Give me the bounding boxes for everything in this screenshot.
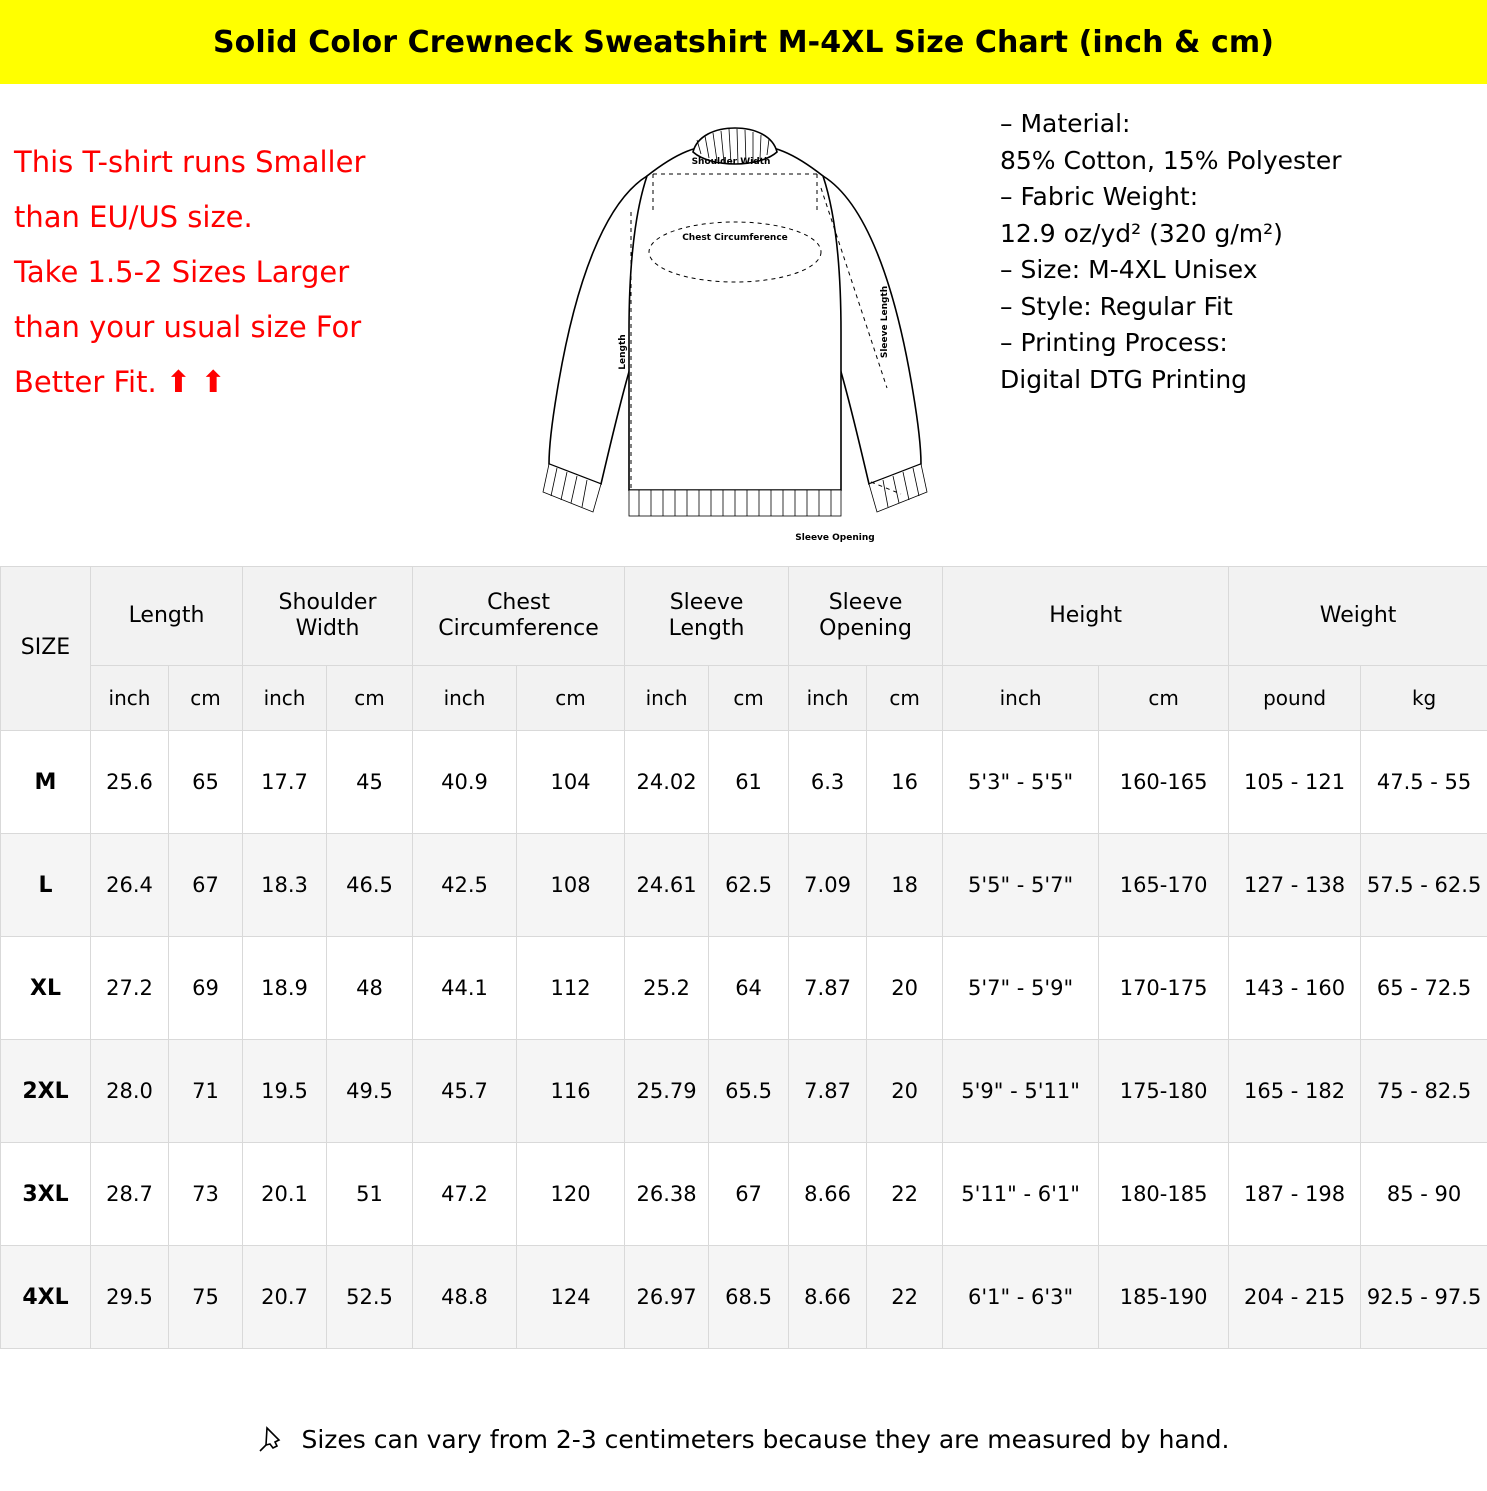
sweatshirt-illustration-svg bbox=[535, 92, 935, 552]
cell-value: 20 bbox=[867, 937, 943, 1040]
fit-notice bbox=[0, 84, 500, 566]
table-row bbox=[1, 1040, 1487, 1143]
cell-value: 85 - 90 bbox=[1361, 1143, 1487, 1246]
table-row bbox=[1, 834, 1487, 937]
cell-value: 71 bbox=[169, 1040, 243, 1143]
cell-value: 45.7 bbox=[413, 1040, 517, 1143]
unit-height-cm: cm bbox=[1099, 666, 1229, 731]
spec-material-label: – Material: bbox=[1000, 109, 1131, 138]
header-group-sleeve-opening: Sleeve Opening bbox=[789, 567, 943, 666]
cell-value: 67 bbox=[169, 834, 243, 937]
cell-value: 204 - 215 bbox=[1229, 1246, 1361, 1349]
spec-style: – Style: Regular Fit bbox=[1000, 291, 1233, 321]
unit-length-cm: cm bbox=[169, 666, 243, 731]
cell-value: 22 bbox=[867, 1246, 943, 1349]
header-group-sleeve-length: Sleeve Length bbox=[625, 567, 789, 666]
header-group-weight: Weight bbox=[1229, 567, 1487, 666]
cell-size: 4XL bbox=[1, 1246, 91, 1349]
header-group-height: Height bbox=[943, 567, 1229, 666]
cell-value: 64 bbox=[709, 937, 789, 1040]
cell-size: 3XL bbox=[1, 1143, 91, 1246]
label-shoulder-width: Shoulder Width bbox=[691, 157, 771, 167]
cell-value: 6'1" - 6'3" bbox=[943, 1246, 1099, 1349]
title-bar bbox=[0, 0, 1487, 84]
cell-value: 73 bbox=[169, 1143, 243, 1246]
notice-line-4: than your usual size For bbox=[14, 310, 362, 345]
cell-value: 5'7" - 5'9" bbox=[943, 937, 1099, 1040]
cell-value: 5'11" - 6'1" bbox=[943, 1143, 1099, 1246]
spec-size: – Size: M-4XL Unisex bbox=[1000, 255, 1258, 284]
header-size: SIZE bbox=[1, 567, 91, 731]
cell-value: 25.6 bbox=[91, 731, 169, 834]
cell-value: 105 - 121 bbox=[1229, 731, 1361, 834]
cell-value: 26.38 bbox=[625, 1143, 709, 1246]
cell-value: 28.0 bbox=[91, 1040, 169, 1143]
spec-printing-label: – Printing Process: bbox=[1000, 328, 1228, 357]
cell-value: 27.2 bbox=[91, 937, 169, 1040]
unit-chest-inch: inch bbox=[413, 666, 517, 731]
cell-value: 5'3" - 5'5" bbox=[943, 731, 1099, 834]
unit-sleeve-opening-inch: inch bbox=[789, 666, 867, 731]
cell-size: L bbox=[1, 834, 91, 937]
cell-value: 75 bbox=[169, 1246, 243, 1349]
cell-value: 104 bbox=[517, 731, 625, 834]
cell-value: 46.5 bbox=[327, 834, 413, 937]
notice-line-1: This T-shirt runs Smaller bbox=[14, 145, 366, 179]
cell-value: 26.4 bbox=[91, 834, 169, 937]
cell-value: 8.66 bbox=[789, 1246, 867, 1349]
cell-value: 120 bbox=[517, 1143, 625, 1246]
cell-size: XL bbox=[1, 937, 91, 1040]
cell-value: 47.2 bbox=[413, 1143, 517, 1246]
sweatshirt-diagram bbox=[500, 84, 970, 566]
cell-value: 127 - 138 bbox=[1229, 834, 1361, 937]
label-length: Length bbox=[618, 334, 628, 370]
pin-icon bbox=[257, 1424, 287, 1454]
cell-value: 20.7 bbox=[243, 1246, 327, 1349]
table-row bbox=[1, 731, 1487, 834]
cell-value: 48 bbox=[327, 937, 413, 1040]
cell-value: 67 bbox=[709, 1143, 789, 1246]
cell-value: 143 - 160 bbox=[1229, 937, 1361, 1040]
cell-value: 47.5 - 55 bbox=[1361, 731, 1487, 834]
unit-chest-cm: cm bbox=[517, 666, 625, 731]
cell-value: 112 bbox=[517, 937, 625, 1040]
cell-value: 18.9 bbox=[243, 937, 327, 1040]
cell-size: M bbox=[1, 731, 91, 834]
notice-line-2: than EU/US size. bbox=[14, 200, 253, 235]
header-group-shoulder-width: Shoulder Width bbox=[243, 567, 413, 666]
table-row bbox=[1, 1246, 1487, 1349]
footer-note bbox=[0, 1387, 1487, 1491]
cell-value: 180-185 bbox=[1099, 1143, 1229, 1246]
cell-value: 57.5 - 62.5 bbox=[1361, 834, 1487, 937]
cell-value: 16 bbox=[867, 731, 943, 834]
table-header-units bbox=[1, 666, 1487, 731]
size-table-wrapper bbox=[0, 566, 1487, 1387]
cell-value: 187 - 198 bbox=[1229, 1143, 1361, 1246]
table-row bbox=[1, 1143, 1487, 1246]
cell-value: 7.09 bbox=[789, 834, 867, 937]
cell-value: 170-175 bbox=[1099, 937, 1229, 1040]
cell-value: 44.1 bbox=[413, 937, 517, 1040]
cell-value: 24.02 bbox=[625, 731, 709, 834]
cell-value: 61 bbox=[709, 731, 789, 834]
unit-length-inch: inch bbox=[91, 666, 169, 731]
unit-height-inch: inch bbox=[943, 666, 1099, 731]
notice-line-5-text: Better Fit. bbox=[14, 365, 157, 400]
cell-value: 45 bbox=[327, 731, 413, 834]
unit-shoulder-cm: cm bbox=[327, 666, 413, 731]
cell-value: 22 bbox=[867, 1143, 943, 1246]
header-group-length: Length bbox=[91, 567, 243, 666]
footer-note-text: Sizes can vary from 2-3 centimeters because they are measured by hand. bbox=[301, 1424, 1230, 1454]
cell-value: 17.7 bbox=[243, 731, 327, 834]
cell-value: 5'5" - 5'7" bbox=[943, 834, 1099, 937]
notice-line-5 bbox=[14, 364, 480, 402]
cell-value: 69 bbox=[169, 937, 243, 1040]
unit-weight-kg: kg bbox=[1361, 666, 1487, 731]
cell-value: 29.5 bbox=[91, 1246, 169, 1349]
cell-value: 7.87 bbox=[789, 937, 867, 1040]
cell-value: 108 bbox=[517, 834, 625, 937]
cell-value: 116 bbox=[517, 1040, 625, 1143]
cell-value: 75 - 82.5 bbox=[1361, 1040, 1487, 1143]
size-table bbox=[0, 566, 1487, 1349]
product-specs bbox=[970, 84, 1487, 566]
cell-value: 52.5 bbox=[327, 1246, 413, 1349]
cell-value: 124 bbox=[517, 1246, 625, 1349]
unit-sleeve-length-cm: cm bbox=[709, 666, 789, 731]
cell-value: 165 - 182 bbox=[1229, 1040, 1361, 1143]
cell-value: 26.97 bbox=[625, 1246, 709, 1349]
cell-value: 68.5 bbox=[709, 1246, 789, 1349]
notice-line-3: Take 1.5-2 Sizes Larger bbox=[14, 255, 350, 290]
cell-value: 25.2 bbox=[625, 937, 709, 1040]
spec-material-value: 85% Cotton, 15% Polyester bbox=[1000, 145, 1342, 175]
table-header-groups bbox=[1, 567, 1487, 666]
cell-value: 18 bbox=[867, 834, 943, 937]
cell-value: 24.61 bbox=[625, 834, 709, 937]
info-area bbox=[0, 84, 1487, 566]
cell-value: 6.3 bbox=[789, 731, 867, 834]
cell-value: 18.3 bbox=[243, 834, 327, 937]
cell-value: 48.8 bbox=[413, 1246, 517, 1349]
cell-value: 5'9" - 5'11" bbox=[943, 1040, 1099, 1143]
up-arrows-icon: ⬆ ⬆ bbox=[165, 365, 226, 401]
cell-value: 20.1 bbox=[243, 1143, 327, 1246]
cell-value: 185-190 bbox=[1099, 1246, 1229, 1349]
cell-value: 51 bbox=[327, 1143, 413, 1246]
cell-value: 19.5 bbox=[243, 1040, 327, 1143]
cell-value: 92.5 - 97.5 bbox=[1361, 1246, 1487, 1349]
cell-value: 42.5 bbox=[413, 834, 517, 937]
cell-value: 165-170 bbox=[1099, 834, 1229, 937]
cell-value: 65.5 bbox=[709, 1040, 789, 1143]
spec-fabric-weight-value: 12.9 oz/yd² (320 g/m²) bbox=[1000, 218, 1283, 248]
spec-printing-value: Digital DTG Printing bbox=[1000, 364, 1248, 394]
cell-value: 7.87 bbox=[789, 1040, 867, 1143]
unit-sleeve-opening-cm: cm bbox=[867, 666, 943, 731]
label-sleeve-opening: Sleeve Opening bbox=[795, 533, 875, 543]
cell-value: 65 - 72.5 bbox=[1361, 937, 1487, 1040]
cell-value: 62.5 bbox=[709, 834, 789, 937]
cell-value: 40.9 bbox=[413, 731, 517, 834]
header-group-chest-circumference: Chest Circumference bbox=[413, 567, 625, 666]
cell-value: 65 bbox=[169, 731, 243, 834]
cell-value: 175-180 bbox=[1099, 1040, 1229, 1143]
cell-value: 160-165 bbox=[1099, 731, 1229, 834]
spec-fabric-weight-label: – Fabric Weight: bbox=[1000, 182, 1199, 211]
table-row bbox=[1, 937, 1487, 1040]
table-body bbox=[1, 731, 1487, 1349]
cell-value: 8.66 bbox=[789, 1143, 867, 1246]
label-sleeve-length: Sleeve Length bbox=[880, 285, 890, 359]
unit-weight-pound: pound bbox=[1229, 666, 1361, 731]
cell-value: 49.5 bbox=[327, 1040, 413, 1143]
label-chest-circumference: Chest Circumference bbox=[682, 233, 788, 243]
page-title: Solid Color Crewneck Sweatshirt M-4XL Size Chart (inch & cm) bbox=[212, 24, 1275, 60]
cell-value: 25.79 bbox=[625, 1040, 709, 1143]
cell-value: 28.7 bbox=[91, 1143, 169, 1246]
unit-sleeve-length-inch: inch bbox=[625, 666, 709, 731]
unit-shoulder-inch: inch bbox=[243, 666, 327, 731]
cell-value: 20 bbox=[867, 1040, 943, 1143]
cell-size: 2XL bbox=[1, 1040, 91, 1143]
